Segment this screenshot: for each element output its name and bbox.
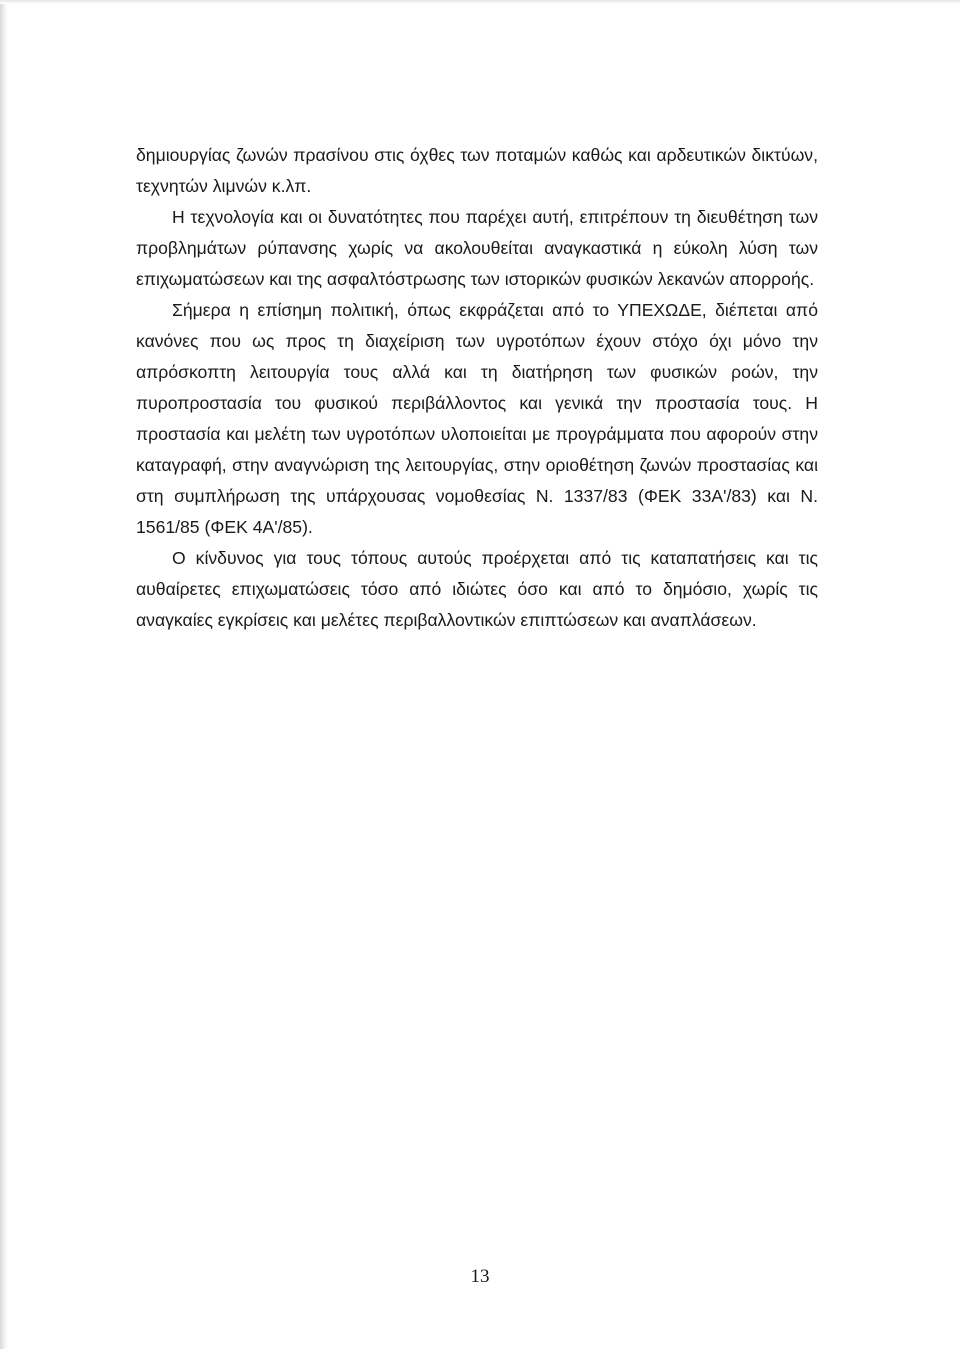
paragraph-policy: Σήμερα η επίσημη πολιτική, όπως εκφράζεται από το ΥΠΕΧΩΔΕ, διέπεται από κανόνες που ως προς τη διαχείριση των υγροτόπων έχουν στόχο όχι μόνο την απρόσκοπτη λειτουργία τους αλλά και τη διατήρηση των φυσικών ροών, την πυροπροστασία του φυσικού περιβάλλοντος και γενικά την προστασία τους. Η προστασία και μελέτη των υγροτόπων υλοποιείται με προγράμματα που αφορούν στην καταγραφή, στην αναγνώριση της λειτουργίας, στην οριοθέτηση ζωνών προστασίας και στη συμπλήρωση της υπάρχουσας νομοθεσίας Ν. 1337/83 (ΦΕΚ 33Α'/83) και Ν. 1561/85 (ΦΕΚ 4Α'/85). <box>136 300 818 537</box>
paragraph-continuation: δημιουργίας ζωνών πρασίνου στις όχθες των ποταμών καθώς και αρδευτικών δικτύων, τεχνητών λιμνών κ.λπ. <box>136 145 818 196</box>
page-number: 13 <box>470 1266 490 1287</box>
scan-page-edge <box>0 0 8 1349</box>
paragraph-technology: Η τεχνολογία και οι δυνατότητες που παρέχει αυτή, επιτρέπουν τη διευθέτηση των προβλημάτων ρύπανσης χωρίς να ακολουθείται αναγκαστικά η εύκολη λύση των επιχωματώσεων και της ασφαλτόστρωσης των ιστορικών φυσικών λεκανών απορροής. <box>136 207 818 289</box>
body-text <box>136 140 818 636</box>
paragraph-risk: Ο κίνδυνος για τους τόπους αυτούς προέρχεται από τις καταπατήσεις και τις αυθαίρετες επιχωματώσεις τόσο από ιδιώτες όσο και από το δημόσιο, χωρίς τις αναγκαίες εγκρίσεις και μελέτες περιβαλλοντικών επιπτώσεων και αναπλάσεων. <box>136 548 818 630</box>
scan-page-edge-top <box>0 0 960 4</box>
